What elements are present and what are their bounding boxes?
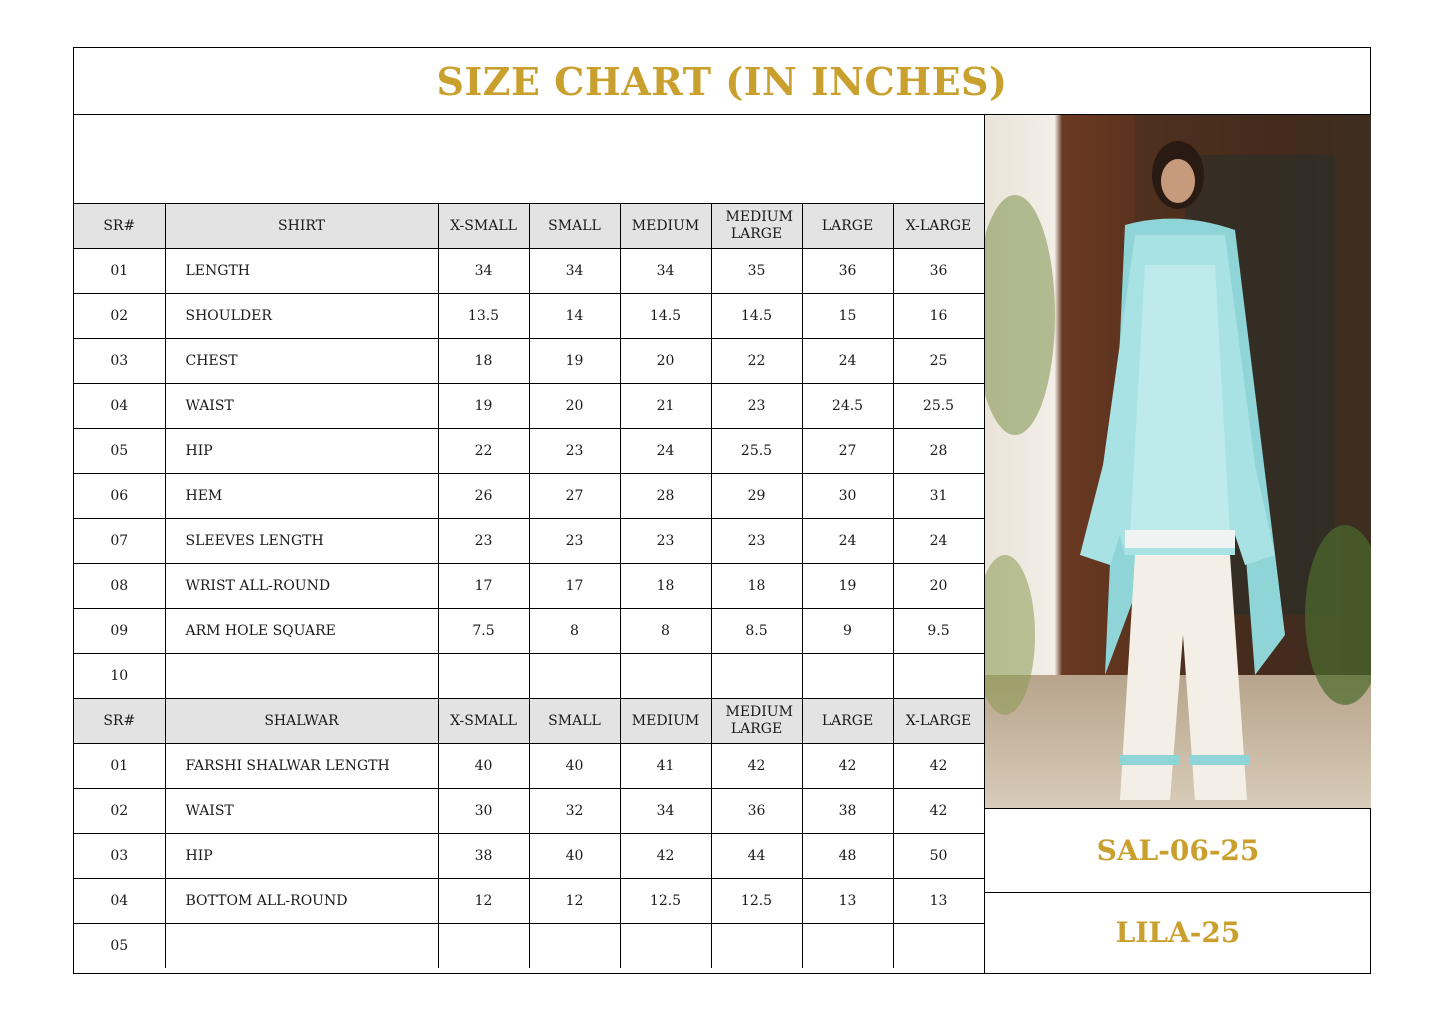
- size-value: 24: [802, 339, 893, 384]
- size-value: 42: [893, 744, 984, 789]
- size-value: 8.5: [711, 609, 802, 654]
- size-value: 12.5: [620, 879, 711, 924]
- size-value: [438, 654, 529, 699]
- size-value: 24: [620, 429, 711, 474]
- column-header: SMALL: [529, 699, 620, 744]
- size-value: 23: [620, 519, 711, 564]
- row-number: 02: [74, 294, 165, 339]
- size-value: [620, 924, 711, 969]
- size-value: 23: [711, 519, 802, 564]
- size-value: 25.5: [711, 429, 802, 474]
- size-chart-frame: [73, 47, 1371, 974]
- size-value: 12.5: [711, 879, 802, 924]
- size-value: 34: [529, 249, 620, 294]
- size-value: 12: [438, 879, 529, 924]
- table-row: [74, 744, 984, 789]
- size-value: 40: [529, 834, 620, 879]
- size-table: [74, 203, 985, 968]
- size-value: 14: [529, 294, 620, 339]
- column-header: X-LARGE: [893, 699, 984, 744]
- size-value: 9: [802, 609, 893, 654]
- size-value: 28: [620, 474, 711, 519]
- row-number: 10: [74, 654, 165, 699]
- size-value: 23: [711, 384, 802, 429]
- size-value: 30: [438, 789, 529, 834]
- column-header: SR#: [74, 204, 165, 249]
- table-row: [74, 564, 984, 609]
- size-value: 24: [893, 519, 984, 564]
- size-value: 20: [893, 564, 984, 609]
- row-number: 01: [74, 744, 165, 789]
- size-value: 29: [711, 474, 802, 519]
- size-value: 18: [711, 564, 802, 609]
- size-table-body: [74, 204, 984, 969]
- size-value: 15: [802, 294, 893, 339]
- measurement-label: CHEST: [165, 339, 438, 384]
- size-value: 24: [802, 519, 893, 564]
- table-row: [74, 339, 984, 384]
- measurement-label: HEM: [165, 474, 438, 519]
- size-value: 44: [711, 834, 802, 879]
- blank-header-area: [74, 115, 984, 203]
- size-value: 36: [802, 249, 893, 294]
- row-number: 09: [74, 609, 165, 654]
- table-row: [74, 879, 984, 924]
- collection-code-box: [984, 892, 1371, 973]
- size-value: 23: [529, 429, 620, 474]
- size-value: [711, 654, 802, 699]
- size-value: 12: [529, 879, 620, 924]
- table-row: [74, 789, 984, 834]
- size-value: [529, 654, 620, 699]
- size-value: 22: [711, 339, 802, 384]
- measurement-label: HIP: [165, 429, 438, 474]
- size-value: 20: [620, 339, 711, 384]
- size-value: 36: [893, 249, 984, 294]
- table-row: [74, 429, 984, 474]
- shirt_table-header-row: [74, 204, 984, 249]
- size-value: 23: [438, 519, 529, 564]
- row-number: 02: [74, 789, 165, 834]
- size-value: [893, 924, 984, 969]
- size-value: 34: [620, 249, 711, 294]
- size-value: 18: [620, 564, 711, 609]
- size-value: 13: [802, 879, 893, 924]
- measurement-label: SLEEVES LENGTH: [165, 519, 438, 564]
- size-value: 16: [893, 294, 984, 339]
- size-value: 17: [438, 564, 529, 609]
- size-value: 25.5: [893, 384, 984, 429]
- size-value: 31: [893, 474, 984, 519]
- size-value: 27: [802, 429, 893, 474]
- measurement-label: LENGTH: [165, 249, 438, 294]
- column-header: SMALL: [529, 204, 620, 249]
- row-number: 06: [74, 474, 165, 519]
- column-header: LARGE: [802, 699, 893, 744]
- column-header: MEDIUM: [620, 204, 711, 249]
- measurement-label: [165, 924, 438, 969]
- row-number: 07: [74, 519, 165, 564]
- size-value: 14.5: [711, 294, 802, 339]
- column-header: X-SMALL: [438, 699, 529, 744]
- table-row: [74, 654, 984, 699]
- column-header: MEDIUM LARGE: [711, 204, 802, 249]
- size-value: 36: [711, 789, 802, 834]
- size-value: 17: [529, 564, 620, 609]
- size-value: [438, 924, 529, 969]
- row-number: 04: [74, 384, 165, 429]
- row-number: 08: [74, 564, 165, 609]
- size-value: 42: [620, 834, 711, 879]
- table-row: [74, 834, 984, 879]
- column-header: MEDIUM: [620, 699, 711, 744]
- size-value: 34: [620, 789, 711, 834]
- row-number: 01: [74, 249, 165, 294]
- size-value: 19: [802, 564, 893, 609]
- table-row: [74, 924, 984, 969]
- size-value: [893, 654, 984, 699]
- collection-code: LILA-25: [1115, 916, 1241, 949]
- size-value: 40: [529, 744, 620, 789]
- size-value: 9.5: [893, 609, 984, 654]
- size-value: 25: [893, 339, 984, 384]
- table-row: [74, 384, 984, 429]
- measurement-label: WAIST: [165, 384, 438, 429]
- column-header: SR#: [74, 699, 165, 744]
- size-value: [711, 924, 802, 969]
- size-value: [620, 654, 711, 699]
- model-photo: [984, 115, 1371, 808]
- size-value: 41: [620, 744, 711, 789]
- table-row: [74, 294, 984, 339]
- size-value: 38: [802, 789, 893, 834]
- size-value: 7.5: [438, 609, 529, 654]
- size-value: 18: [438, 339, 529, 384]
- measurement-label: BOTTOM ALL-ROUND: [165, 879, 438, 924]
- size-value: 24.5: [802, 384, 893, 429]
- measurement-label: FARSHI SHALWAR LENGTH: [165, 744, 438, 789]
- row-number: 04: [74, 879, 165, 924]
- measurement-label: HIP: [165, 834, 438, 879]
- row-number: 05: [74, 429, 165, 474]
- measurement-label: SHOULDER: [165, 294, 438, 339]
- measurement-label: WRIST ALL-ROUND: [165, 564, 438, 609]
- measurement-label: WAIST: [165, 789, 438, 834]
- column-header: X-SMALL: [438, 204, 529, 249]
- size-value: 28: [893, 429, 984, 474]
- size-value: 26: [438, 474, 529, 519]
- size-value: 8: [620, 609, 711, 654]
- size-value: 8: [529, 609, 620, 654]
- table-row: [74, 249, 984, 294]
- size-value: 27: [529, 474, 620, 519]
- size-value: 48: [802, 834, 893, 879]
- measurement-label: ARM HOLE SQUARE: [165, 609, 438, 654]
- column-header: SHIRT: [165, 204, 438, 249]
- size-value: [802, 654, 893, 699]
- size-value: 13: [893, 879, 984, 924]
- size-value: [529, 924, 620, 969]
- size-value: 42: [893, 789, 984, 834]
- size-value: [802, 924, 893, 969]
- row-number: 03: [74, 834, 165, 879]
- size-value: 35: [711, 249, 802, 294]
- size-value: 14.5: [620, 294, 711, 339]
- size-value: 38: [438, 834, 529, 879]
- size-value: 42: [802, 744, 893, 789]
- column-header: SHALWAR: [165, 699, 438, 744]
- size-value: 19: [529, 339, 620, 384]
- size-value: 50: [893, 834, 984, 879]
- shalwar_table-header-row: [74, 699, 984, 744]
- size-value: 32: [529, 789, 620, 834]
- page-title: SIZE CHART (IN INCHES): [436, 58, 1008, 104]
- product-code-box: [984, 808, 1371, 893]
- table-row: [74, 609, 984, 654]
- row-number: 05: [74, 924, 165, 969]
- size-value: 19: [438, 384, 529, 429]
- size-value: 20: [529, 384, 620, 429]
- size-value: 42: [711, 744, 802, 789]
- column-header: MEDIUM LARGE: [711, 699, 802, 744]
- size-value: 40: [438, 744, 529, 789]
- row-number: 03: [74, 339, 165, 384]
- table-row: [74, 519, 984, 564]
- size-value: 30: [802, 474, 893, 519]
- measurement-label: [165, 654, 438, 699]
- size-value: 23: [529, 519, 620, 564]
- size-value: 34: [438, 249, 529, 294]
- size-value: 13.5: [438, 294, 529, 339]
- column-header: LARGE: [802, 204, 893, 249]
- size-value: 22: [438, 429, 529, 474]
- title-bar: [74, 48, 1370, 115]
- column-header: X-LARGE: [893, 204, 984, 249]
- table-row: [74, 474, 984, 519]
- size-value: 21: [620, 384, 711, 429]
- product-code: SAL-06-25: [1096, 834, 1260, 867]
